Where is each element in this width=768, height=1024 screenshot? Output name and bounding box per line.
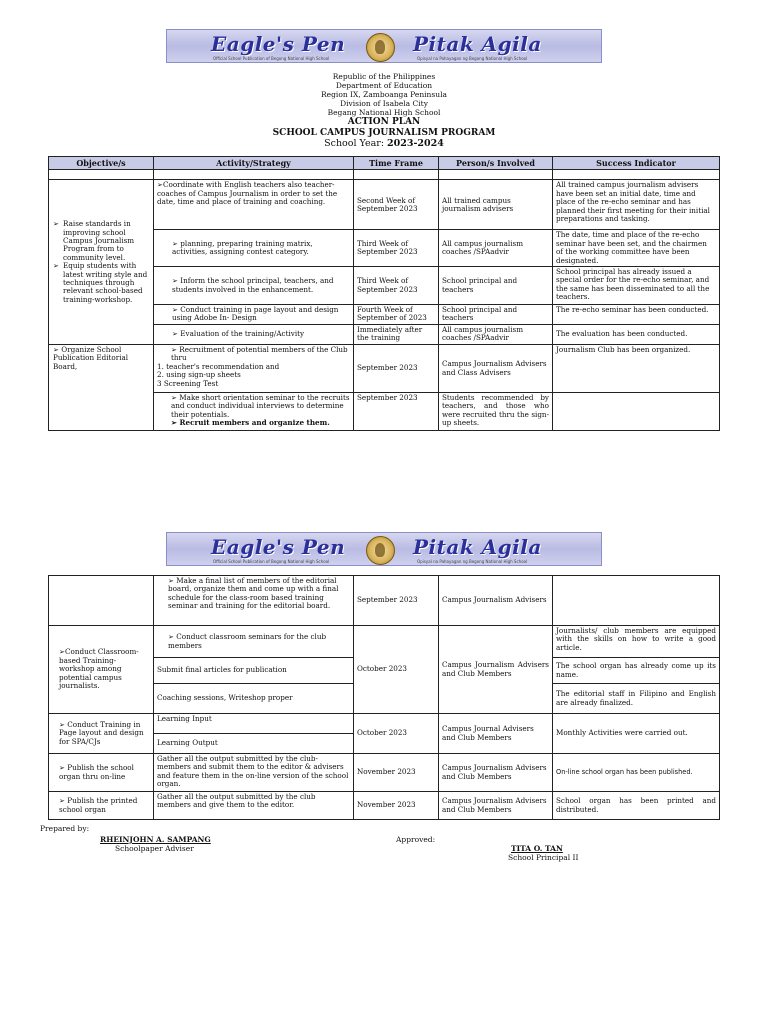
school-year-label: School Year:	[324, 138, 388, 149]
activity-cell: ➢ Inform the school principal, teachers, and students involved in the enhancement.	[154, 267, 354, 305]
indicator-cell	[553, 393, 720, 431]
table-row	[49, 345, 720, 393]
activity-cell: ➢Coordinate with English teachers also teacher-coaches of Campus Journalism in order to set the date, time and place of training and coaching.	[154, 180, 354, 230]
activity-cell	[154, 393, 354, 431]
school-year-value: 2023-2024	[387, 138, 444, 149]
time-cell: September 2023	[354, 576, 439, 626]
indicator-cell: School principal has already issued a special order for the re-echo seminar, and the same has been disseminated to all the teachers.	[553, 267, 720, 305]
indicator-cell: The date, time and place of the re-echo seminar have been set, and the chairmen of the working committee have been designated.	[553, 230, 720, 267]
person-line: and Club Members	[442, 804, 512, 814]
prepared-by-role: Schoolpaper Adviser	[115, 844, 194, 853]
indicator-cell: The evaluation has been conducted.	[553, 325, 720, 345]
objective-cell: ➢Conduct Classroom-based Training-workshop among potential campus journalists.	[49, 626, 154, 714]
person-line: and Club Members	[442, 771, 512, 781]
publication-banner	[166, 29, 602, 63]
banner-right-subtitle: Opisyal na Pahayagan ng Begong National High School	[417, 56, 528, 61]
approved-role: School Principal II	[508, 853, 579, 862]
col-time-frame: Time Frame	[354, 157, 439, 170]
time-cell: November 2023	[354, 754, 439, 792]
person-cell	[439, 792, 553, 820]
approved-label: Approved:	[396, 835, 436, 844]
person-cell: All campus journalism coaches /SPAadvir	[439, 325, 553, 345]
time-cell: September 2023	[354, 393, 439, 431]
activity-cell: Gather all the output submitted by the club-members and submit them to the editor & advisers and feature them in the on-line version of the school organ.	[154, 754, 354, 792]
objective-text: Raise standards in improving school Campus Journalism Program from to community level.	[63, 219, 135, 262]
time-cell: September 2023	[354, 345, 439, 393]
activity-line: ➢ Recruit members and organize them.	[171, 418, 330, 428]
approved-name: TITA O. TAN	[511, 844, 563, 853]
time-cell: October 2023	[354, 714, 439, 754]
activity-cell: ➢ Conduct classroom seminars for the club members	[154, 626, 354, 658]
activity-cell	[154, 345, 354, 393]
person-line: Campus Journalism Advisers	[442, 796, 547, 806]
table-row	[49, 626, 720, 658]
indicator-cell: The editorial staff in Filipino and English are already finalized.	[553, 684, 720, 714]
publication-banner	[166, 532, 602, 566]
activity-line: ➢ Recruitment of potential members of the Club thru	[171, 345, 348, 363]
col-objectives: Objective/s	[49, 157, 154, 170]
objective-text: Equip students with latest writing style and techniques through relevant school-based training-workshop.	[63, 261, 148, 304]
activity-cell: ➢ Make a final list of members of the editorial board, organize them and come up with a final schedule for the class-room based training seminar and training for the editorial board.	[154, 576, 354, 626]
activity-cell: Learning Output	[154, 734, 354, 754]
indicator-cell: Monthly Activities were carried out.	[553, 714, 720, 754]
header-school-year	[0, 138, 768, 149]
header-school: Begang National High School	[327, 108, 441, 117]
table-row	[49, 754, 720, 792]
activity-cell: Submit final articles for publication	[154, 658, 354, 684]
time-cell: Fourth Week of September of 2023	[354, 305, 439, 325]
indicator-cell: The re-echo seminar has been conducted.	[553, 305, 720, 325]
header-division: Division of Isabela City	[340, 99, 428, 108]
objective-cell: ➢ Raise standards in improving school Campus Journalism Program from to community level. ➢ Equip students with latest writing style and techniques through relevant school-based training-workshop.	[49, 180, 154, 345]
objective-cell	[49, 576, 154, 626]
objective-cell: ➢ Publish the printed school organ	[49, 792, 154, 820]
school-seal-icon	[366, 33, 395, 62]
activity-cell: Gather all the output submitted by the club members and give them to the editor.	[154, 792, 354, 820]
banner-left-subtitle: Official School Publication of Begong National High School	[213, 56, 330, 61]
indicator-cell: On-line school organ has been published.	[553, 754, 720, 792]
time-cell: Second Week of September 2023	[354, 180, 439, 230]
col-success-indicator: Success Indicator	[553, 157, 720, 170]
time-cell: Third Week of September 2023	[354, 267, 439, 305]
table-row	[49, 792, 720, 820]
time-cell: November 2023	[354, 792, 439, 820]
activity-line: ➢ Make short orientation seminar to the recruits and conduct individual interviews to determine their potentials.	[171, 393, 350, 419]
person-cell: All trained campus journalism advisers	[439, 180, 553, 230]
header-region: Region IX, Zamboanga Peninsula	[321, 90, 447, 99]
activity-cell: ➢ Conduct training in page layout and design using Adobe In- Design	[154, 305, 354, 325]
header-republic: Republic of the Philippines	[332, 72, 436, 81]
banner-right-subtitle: Opisyal na Pahayagan ng Begong National High School	[417, 559, 528, 564]
header-program-title: SCHOOL CAMPUS JOURNALISM PROGRAM	[272, 128, 496, 138]
indicator-cell: The school organ has already come up its name.	[553, 658, 720, 684]
person-cell: Campus Journalism Advisers	[439, 576, 553, 626]
activity-line: 1. teacher's recommendation and	[157, 361, 280, 371]
col-persons: Person/s Involved	[439, 157, 553, 170]
activity-cell: Coaching sessions, Writeshop proper	[154, 684, 354, 714]
prepared-by-name: RHEINJOHN A. SAMPANG	[100, 835, 211, 844]
header-department: Department of Education	[335, 81, 433, 90]
banner-right-title: Pitak Agila	[413, 32, 542, 56]
action-plan-table-1	[48, 156, 720, 431]
activity-line: 2. using sign-up sheets	[157, 370, 241, 380]
activity-cell: ➢ Evaluation of the training/Activity	[154, 325, 354, 345]
activity-cell: ➢ planning, preparing training matrix, activities, assigning contest category.	[154, 230, 354, 267]
person-cell	[439, 754, 553, 792]
table-row	[49, 180, 720, 230]
prepared-by-label: Prepared by:	[40, 824, 90, 833]
table-row	[49, 714, 720, 734]
time-cell: Immediately after the training	[354, 325, 439, 345]
indicator-cell	[553, 576, 720, 626]
person-cell: Campus Journal Advisers and Club Members	[439, 714, 553, 754]
col-activity: Activity/Strategy	[154, 157, 354, 170]
person-cell: All campus journalism coaches /SPAadvir	[439, 230, 553, 267]
person-cell: Students recommended by teachers, and those who were recruited thru the sign-up sheets.	[439, 393, 553, 431]
time-cell: Third Week of September 2023	[354, 230, 439, 267]
indicator-cell: All trained campus journalism advisers have been set an initial date, time and place of the re-echo seminar and has planned their first meeting for their initial preparations and tasking.	[553, 180, 720, 230]
person-cell: Campus Journalism Advisers and Club Members	[439, 626, 553, 714]
school-seal-icon	[366, 536, 395, 565]
banner-left-title: Eagle's Pen	[211, 32, 346, 56]
objective-cell: ➢ Conduct Training in Page layout and design for SPA/CJs	[49, 714, 154, 754]
indicator-cell: School organ has been printed and distributed.	[553, 792, 720, 820]
table-row	[49, 170, 720, 180]
indicator-cell: Journalism Club has been organized.	[553, 345, 720, 393]
objective-cell: ➢ Organize School Publication Editorial Board,	[49, 345, 154, 431]
person-cell: School principal and teachers	[439, 305, 553, 325]
person-cell: Campus Journalism Advisers and Class Advisers	[439, 345, 553, 393]
banner-right-title: Pitak Agila	[413, 535, 542, 559]
time-cell: October 2023	[354, 626, 439, 714]
table-header-row	[49, 157, 720, 170]
person-cell: School principal and teachers	[439, 267, 553, 305]
header-action-plan: ACTION PLAN	[347, 117, 421, 127]
action-plan-table-2	[48, 575, 720, 820]
activity-cell: Learning Input	[154, 714, 354, 734]
indicator-cell: Journalists/ club members are equipped with the skills on how to write a good article.	[553, 626, 720, 658]
table-row	[49, 576, 720, 626]
activity-line: 3 Screening Test	[157, 378, 219, 388]
objective-cell: ➢ Publish the school organ thru on-line	[49, 754, 154, 792]
person-line: Campus Journalism Advisers	[442, 763, 547, 773]
banner-left-subtitle: Official School Publication of Begong National High School	[213, 559, 330, 564]
banner-left-title: Eagle's Pen	[211, 535, 346, 559]
